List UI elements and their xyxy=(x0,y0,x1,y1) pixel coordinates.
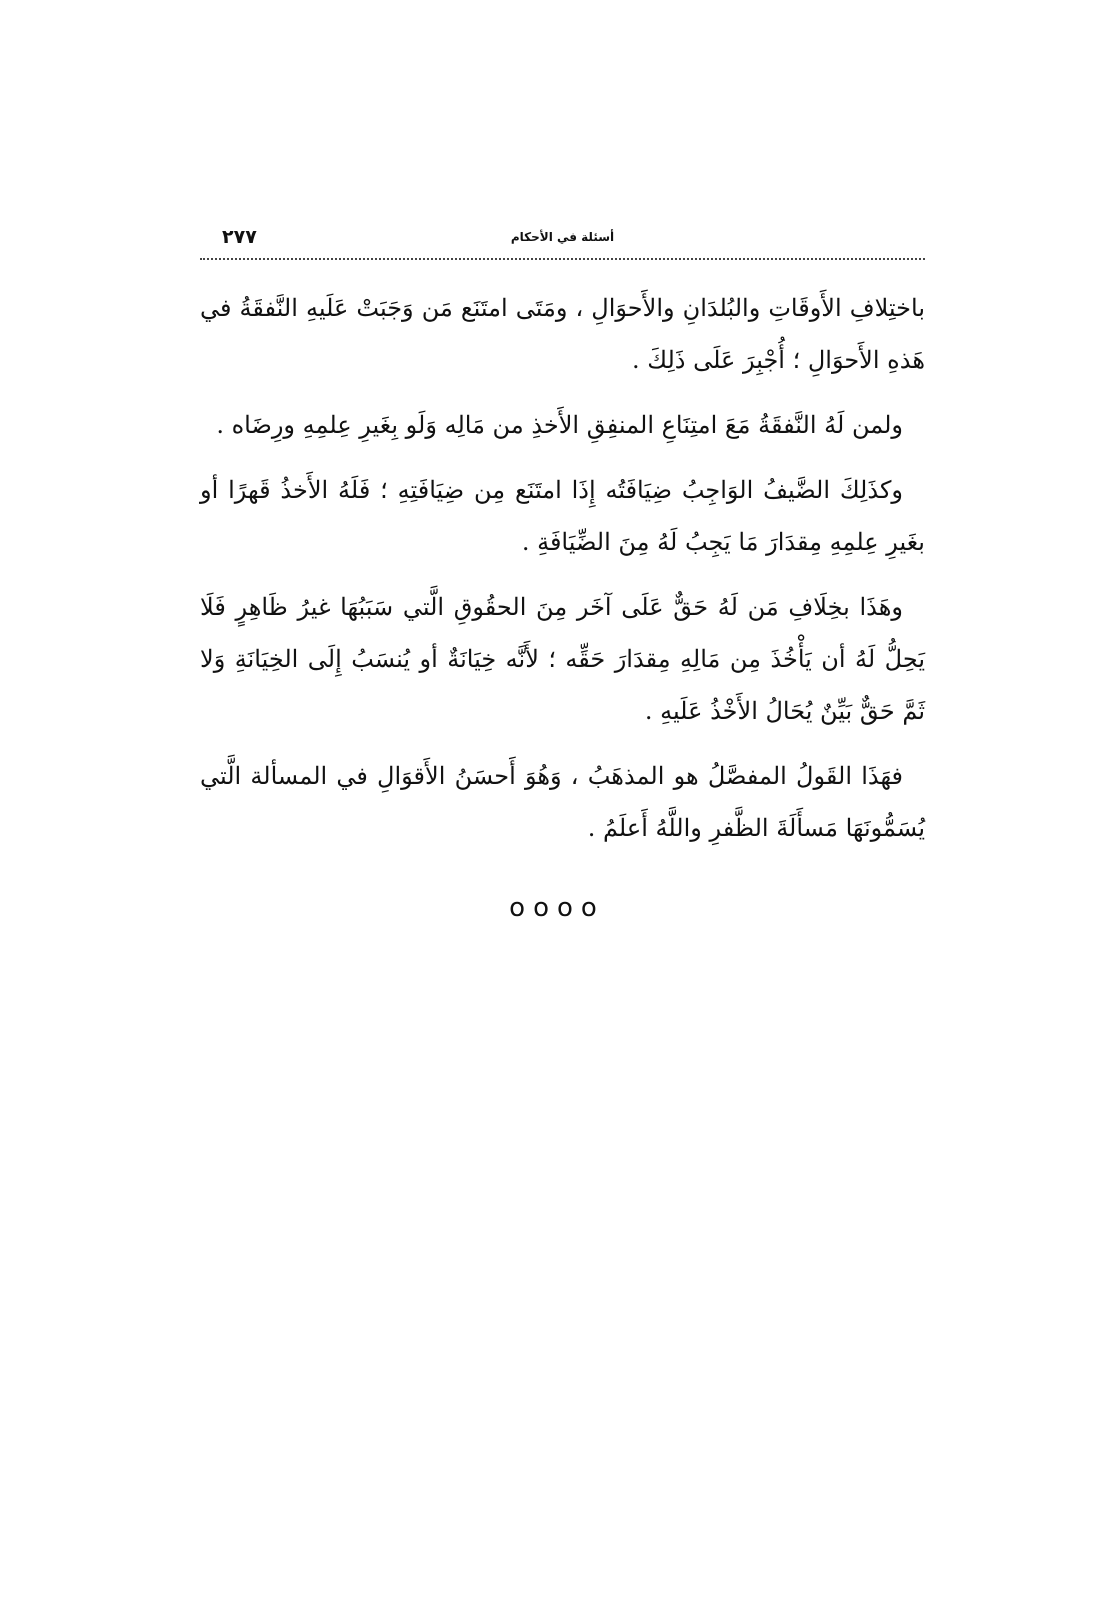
running-header xyxy=(200,224,925,260)
body-text xyxy=(200,282,925,867)
running-title: أسئلة في الأحكام xyxy=(510,230,615,244)
paragraph-5: فهَذَا القَولُ المفصَّلُ هو المذهَبُ ، وَهُوَ أَحسَنُ الأَقوَالِ في المسألة الَّتي يُسَمُّونَهَا مَسأَلَةَ الظَّفرِ واللَّهُ أَعلَمُ . xyxy=(200,762,925,842)
paragraph-3: وكذَلِكَ الضَّيفُ الوَاجِبُ ضِيَافَتُه إِذَا امتَنَع مِن ضِيَافَتِهِ ؛ فَلَهُ الأَخذُ قَهرًا أو بغَيرِ عِلمِهِ مِقدَارَ مَا يَجِبُ لَهُ مِنَ الضِّيَافَةِ . xyxy=(200,476,925,556)
header-rule xyxy=(200,258,925,260)
page-number: ٢٧٧ xyxy=(222,226,257,248)
end-ornament: oooo xyxy=(509,893,605,923)
paragraph-4: وهَذَا بخِلَافِ مَن لَهُ حَقٌّ عَلَى آخَر مِنَ الحقُوقِ الَّتي سَبَبُهَا غيرُ ظَاهِرٍ فَلَا يَحِلُّ لَهُ أن يَأْخُذَ مِن مَالِهِ مِقدَارَ حَقِّه ؛ لأَنَّه خِيَانَةٌ أو يُنسَبُ إِلَى الخِيَانَةِ وَلا ثَمَّ حَقٌّ بَيِّنٌ يُحَالُ الأَخْذُ عَلَيهِ . xyxy=(200,593,926,725)
paragraph-1: باختِلافِ الأَوقَاتِ والبُلدَانِ والأَحوَالِ ، ومَتَى امتَنَع مَن وَجَبَتْ عَلَيهِ النَّفقَةُ في هَذهِ الأَحوَالِ ؛ أُجْبِرَ عَلَى ذَلِكَ . xyxy=(200,294,925,374)
paragraph-2: ولمن لَهُ النَّفقَةُ مَعَ امتِنَاعِ المنفِقِ الأَخذِ من مَالِه وَلَو بِغَيرِ عِلمِهِ ورِضَاه . xyxy=(216,411,903,439)
